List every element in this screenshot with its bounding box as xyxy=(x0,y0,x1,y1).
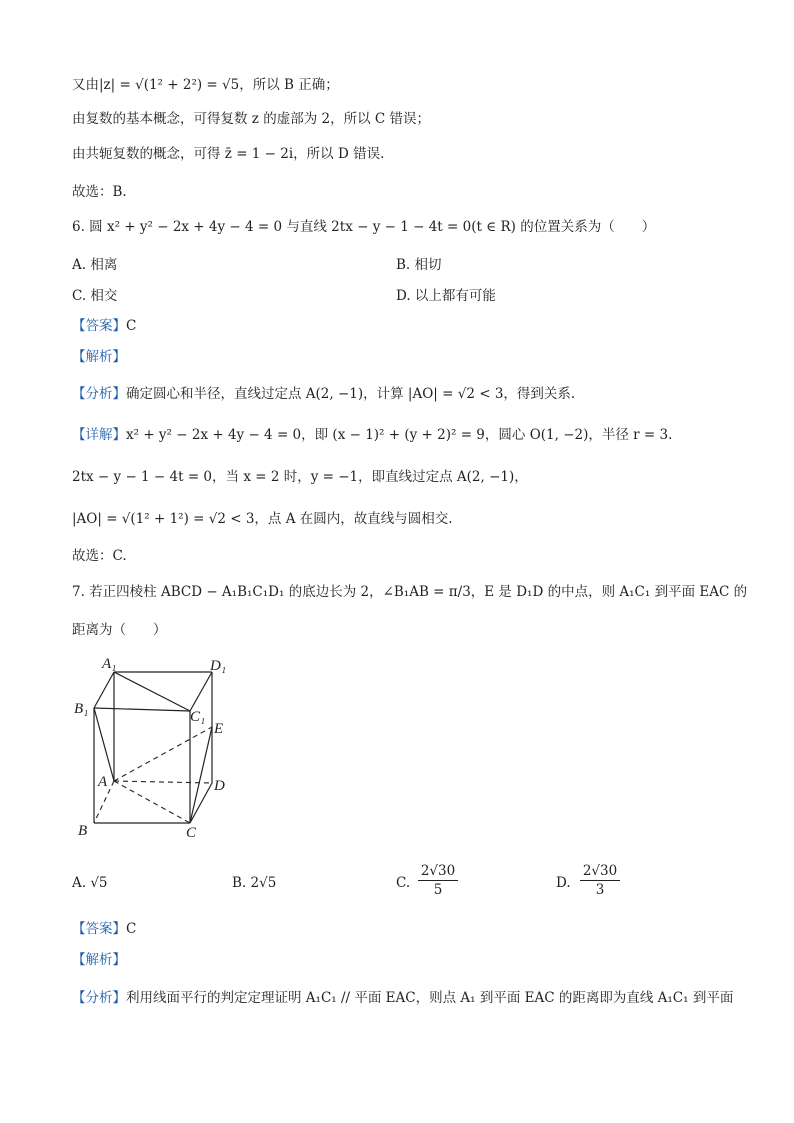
answer-tag: 【答案】 xyxy=(72,318,126,334)
q6-option-c: C. 相交 xyxy=(72,288,118,304)
analysis-tag: 【解析】 xyxy=(72,952,126,968)
analysis-text: 确定圆心和半径，直线过定点 A(2, −1)，计算 |AO| = √2 < 3，得到关系. xyxy=(126,386,576,402)
numerator: 2√30 xyxy=(418,862,458,881)
q7-option-d xyxy=(556,872,571,894)
text-line: |AO| = √(1² + 1²) = √2 < 3，点 A 在圆内，故直线与圆相交. xyxy=(72,511,453,527)
detail-label: 【详解】 xyxy=(72,427,126,443)
q6-option-b: B. 相切 xyxy=(396,257,442,273)
hidden-a-d xyxy=(114,781,212,783)
analysis-text: 利用线面平行的判定定理证明 A₁C₁ // 平面 EAC，则点 A₁ 到平面 EAC 的距离即为直线 A₁C₁ 到平面 xyxy=(126,990,734,1006)
edge-a1-b1 xyxy=(94,672,114,708)
text-line: 2tx − y − 1 − 4t = 0，当 x = 2 时，y = −1，即直线过定点 A(2, −1)， xyxy=(72,469,528,485)
label-d1: D₁ xyxy=(210,658,227,674)
numerator: 2√30 xyxy=(580,862,620,881)
q7-answer-line xyxy=(72,918,136,940)
label-b: B xyxy=(78,823,88,839)
q6-option-a: A. 相离 xyxy=(72,257,118,273)
prism-figure xyxy=(72,653,252,843)
analysis-tag: 【解析】 xyxy=(72,349,126,365)
option-label: D. xyxy=(556,875,571,891)
q7-option-c xyxy=(396,872,410,894)
label-b1: B₁ xyxy=(74,701,89,717)
denominator: 5 xyxy=(433,882,443,898)
q7-option-d-fraction xyxy=(580,862,620,899)
q6-answer-line xyxy=(72,315,136,337)
question-6: 6. 圆 x² + y² − 2x + 4y − 4 = 0 与直线 2tx − y − 1 − 4t = 0(t ∈ R) 的位置关系为（ ） xyxy=(72,219,656,235)
q7-analysis-line xyxy=(72,987,733,1009)
text-line: 由复数的基本概念，可得复数 z 的虚部为 2，所以 C 错误； xyxy=(72,111,430,127)
diag-a1-c1 xyxy=(114,672,190,711)
analysis-label: 【分析】 xyxy=(72,990,126,1006)
answer-value: C xyxy=(126,921,137,937)
question-7-cont: 距离为（ ） xyxy=(72,622,167,638)
q7-option-b: B. 2√5 xyxy=(232,875,277,891)
q7-option-a: A. √5 xyxy=(72,875,108,891)
diag-c-e xyxy=(190,727,212,823)
text-line: 故选：C. xyxy=(72,548,127,564)
answer-value: C xyxy=(126,318,137,334)
edge-c-d xyxy=(190,783,212,823)
label-a: A xyxy=(98,774,108,790)
option-label: C. xyxy=(396,875,411,891)
hidden-a-e xyxy=(114,727,212,781)
text-line: 故选：B. xyxy=(72,184,127,200)
q6-detail-line xyxy=(72,424,672,446)
edge-c1-d1 xyxy=(190,672,212,711)
label-c: C xyxy=(186,825,197,841)
question-7: 7. 若正四棱柱 ABCD − A₁B₁C₁D₁ 的底边长为 2，∠B₁AB = π/3，E 是 D₁D 的中点，则 A₁C₁ 到平面 EAC 的 xyxy=(72,584,748,600)
answer-tag: 【答案】 xyxy=(72,921,126,937)
text-line: 又由|z| = √(1² + 2²) = √5，所以 B 正确； xyxy=(72,77,339,93)
edge-b1-c1 xyxy=(94,708,190,711)
q6-option-d: D. 以上都有可能 xyxy=(396,288,496,304)
label-a1: A₁ xyxy=(102,656,117,672)
text-line: 由共轭复数的概念，可得 z̄ = 1 − 2i，所以 D 错误. xyxy=(72,146,385,162)
q6-analysis-line xyxy=(72,383,575,405)
label-c1: C₁ xyxy=(190,709,206,725)
label-e: E xyxy=(214,721,224,737)
analysis-label: 【分析】 xyxy=(72,386,126,402)
label-d: D xyxy=(214,778,225,794)
hidden-a-c xyxy=(114,781,190,823)
q7-option-c-fraction xyxy=(418,862,458,899)
diag-a-b1 xyxy=(94,708,114,781)
denominator: 3 xyxy=(595,882,605,898)
detail-text: x² + y² − 2x + 4y − 4 = 0，即 (x − 1)² + (y + 2)² = 9，圆心 O(1, −2)，半径 r = 3. xyxy=(126,427,673,443)
